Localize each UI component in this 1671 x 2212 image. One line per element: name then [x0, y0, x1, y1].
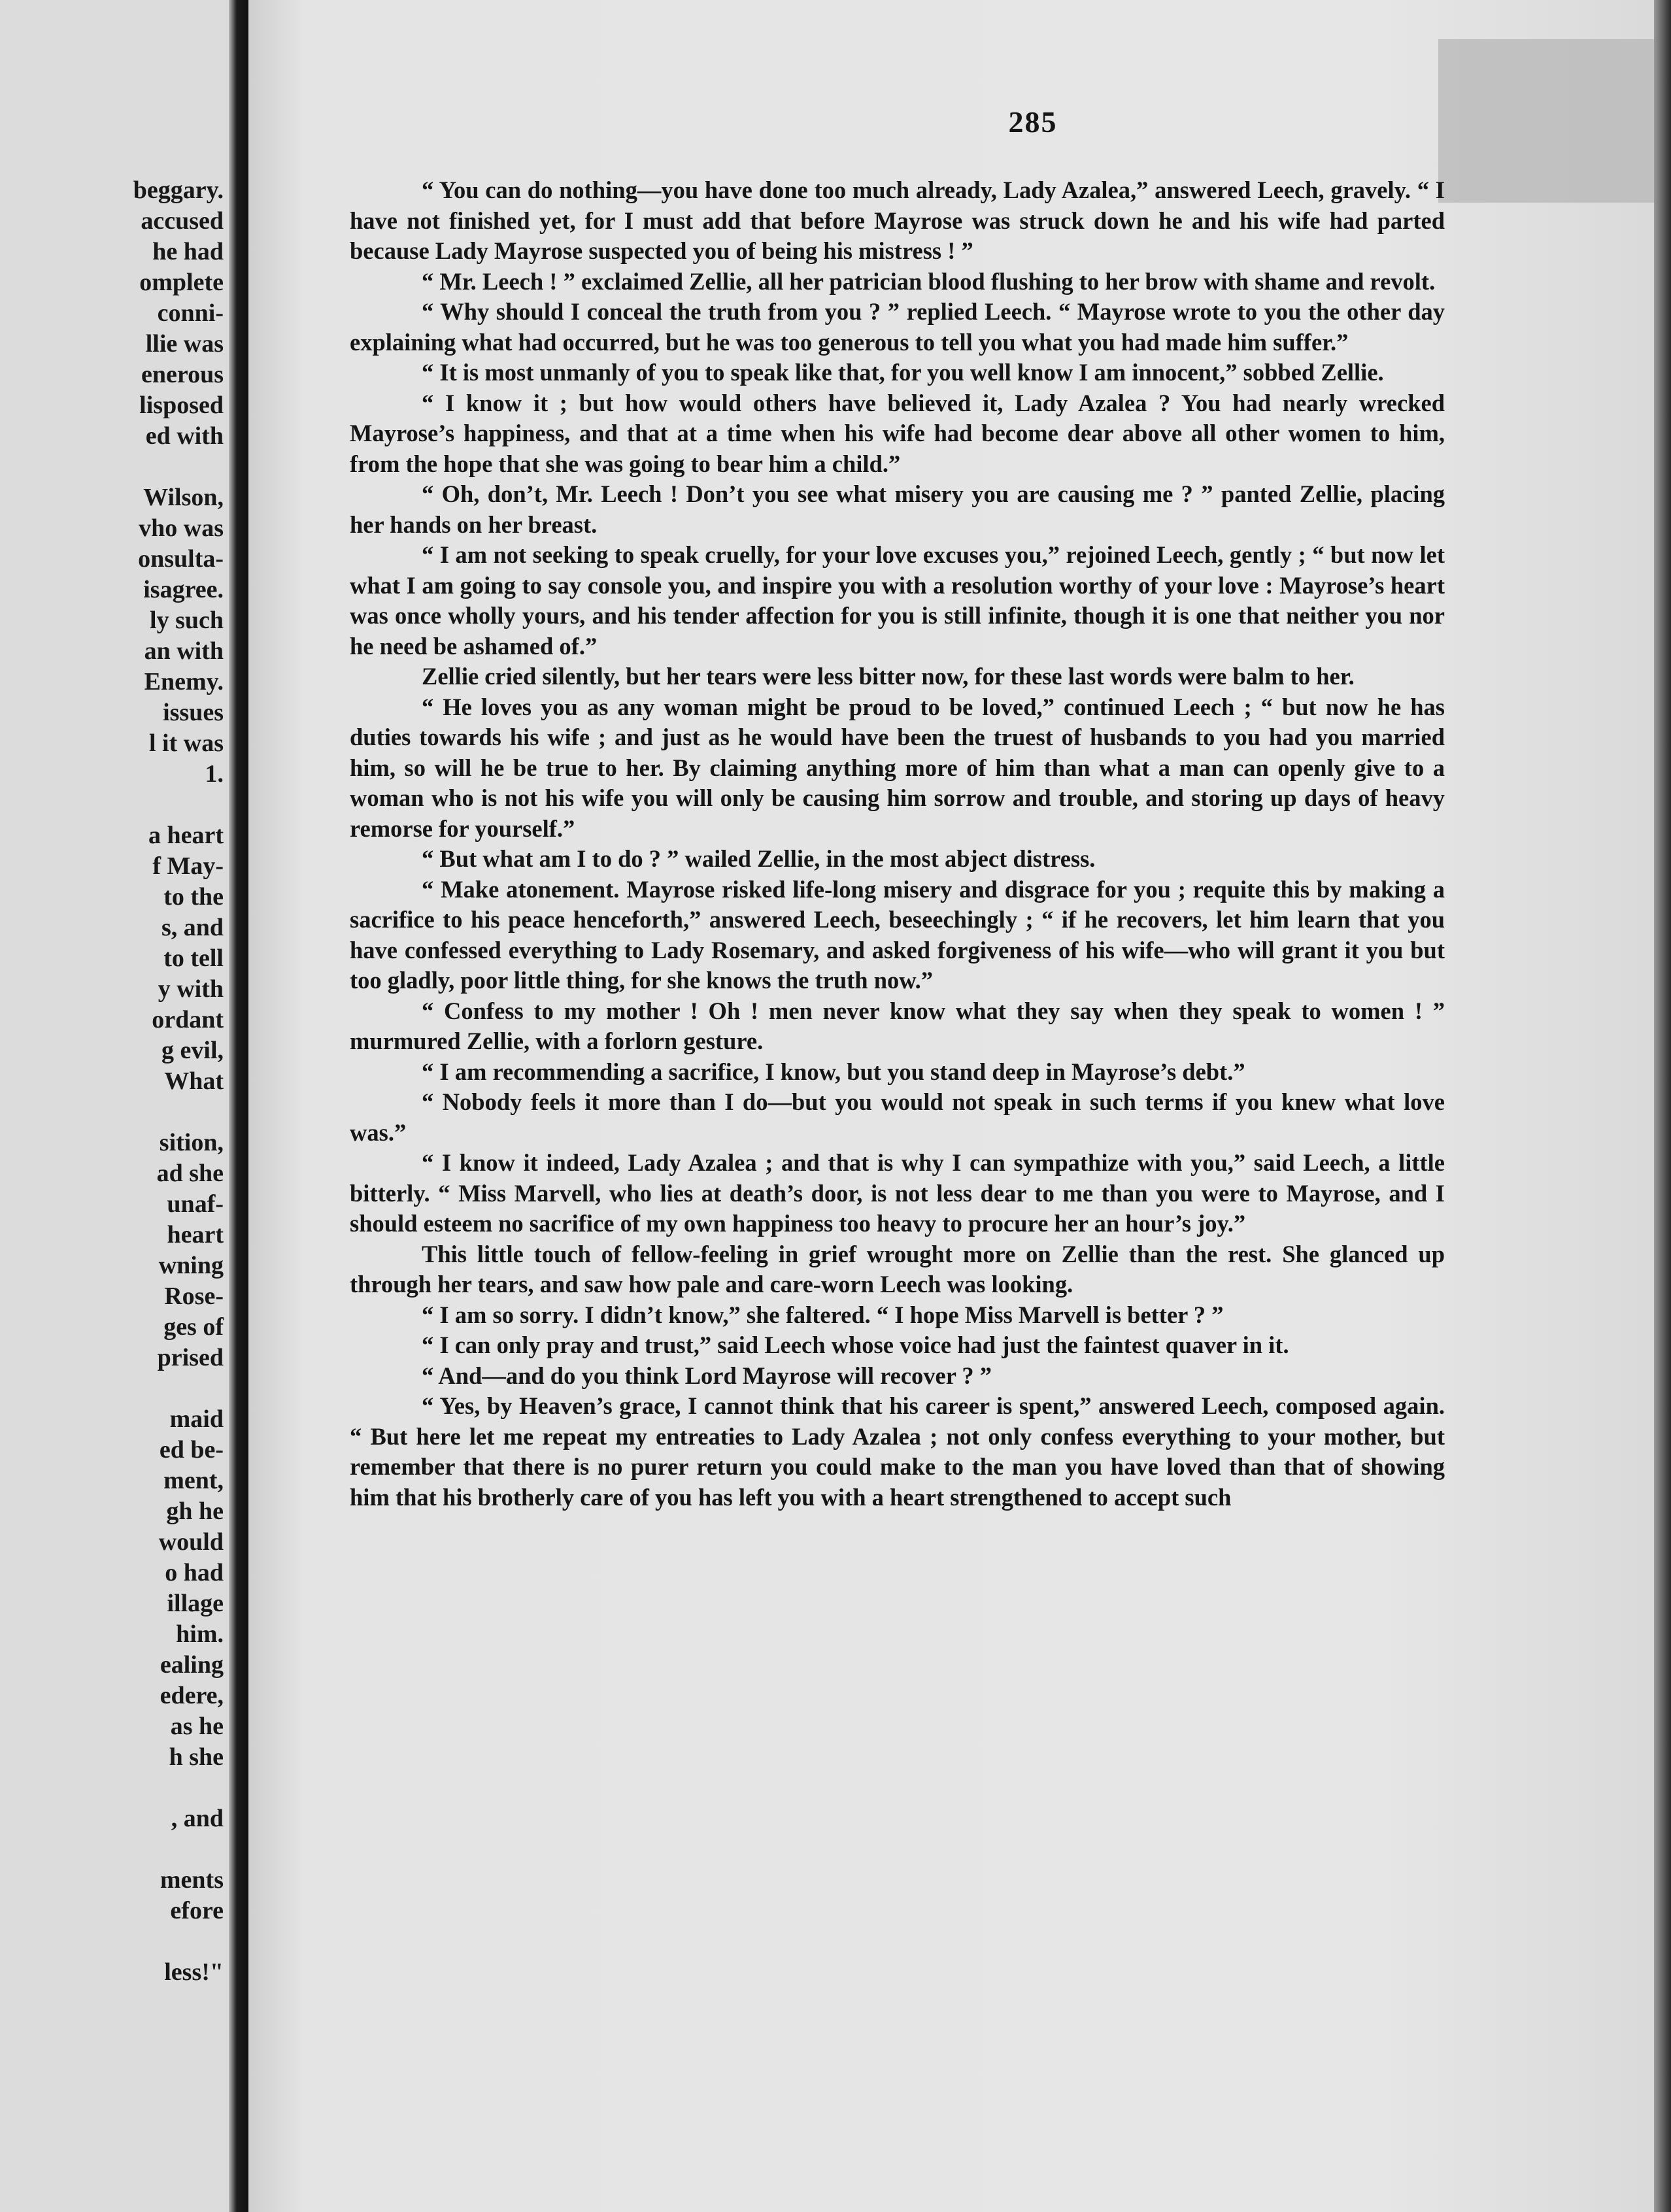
- paragraph: “ I am recommending a sacrifice, I know, but you stand deep in Mayrose’s debt.”: [422, 1058, 1245, 1085]
- left-fragment-line: h she: [169, 1743, 224, 1771]
- left-fragment-line: ed with: [145, 422, 224, 450]
- left-fragment-line: prised: [157, 1344, 224, 1371]
- left-fragment-line: l it was: [149, 729, 224, 757]
- left-fragment-line: [0, 1834, 229, 1865]
- left-fragment-line: sition,: [159, 1129, 224, 1156]
- left-fragment-line: ges of: [163, 1313, 224, 1341]
- left-fragment-line: illage: [167, 1590, 224, 1617]
- paragraph: “ But what am I to do ? ” wailed Zellie, in the most abject distress.: [422, 845, 1096, 872]
- left-fragment-line: [0, 1097, 229, 1128]
- left-fragment-line: [0, 452, 229, 482]
- left-fragment-line: heart: [167, 1221, 224, 1248]
- left-fragment-line: [0, 1773, 229, 1803]
- paragraph: This little touch of fellow-feeling in grief wrought more on Zellie than the rest. She glanced up through her tears, and saw how pale and care-worn Leech was looking.: [350, 1240, 1445, 1298]
- left-fragment-line: accused: [141, 207, 224, 235]
- left-fragment-line: he had: [152, 238, 224, 265]
- paragraph: Zellie cried silently, but her tears were less bitter now, for these last words were balm to her.: [422, 663, 1355, 690]
- left-fragment-line: unaf-: [167, 1190, 224, 1218]
- paragraph: “ I know it ; but how would others have believed it, Lady Azalea ? You had nearly wrecked Mayrose’s happiness, and that at a time when his wife had become dear above all other women to him, from the hope that she was going to bear him a child.”: [350, 389, 1445, 477]
- left-fragment-line: [0, 1373, 229, 1404]
- left-fragment-line: to the: [163, 883, 224, 911]
- paragraph: “ Make atonement. Mayrose risked life-long misery and disgrace for you ; requite this by making a sacrifice to his peace henceforth,” answered Leech, beseechingly ; “ if he recovers, let him learn that you have confessed everything to Lady Rosemary, and asked forgiveness of his wife—who will grant it you but too gladly, poor little thing, for she knows the truth now.”: [350, 875, 1445, 994]
- left-fragment-line: would: [158, 1528, 224, 1556]
- paragraph: “ You can do nothing—you have done too much already, Lady Azalea,” answered Leech, gravely. “ I have not finished yet, for I must add that before Mayrose was struck down he and his wife had parted because Lady Mayrose suspected you of being his mistress ! ”: [350, 176, 1445, 264]
- left-fragment-line: g evil,: [161, 1037, 224, 1064]
- left-fragment-line: ordant: [152, 1006, 224, 1033]
- left-page: [0, 0, 229, 2212]
- left-fragment-line: conni-: [157, 299, 224, 327]
- paragraph: “ I am so sorry. I didn’t know,” she faltered. “ I hope Miss Marvell is better ? ”: [422, 1301, 1224, 1328]
- paragraph: “ Nobody feels it more than I do—but you would not speak in such terms if you knew what love was.”: [350, 1088, 1445, 1146]
- left-fragment-line: ly such: [150, 607, 224, 634]
- left-fragment-line: maid: [169, 1405, 224, 1433]
- left-fragment-line: efore: [170, 1897, 224, 1924]
- paragraph: “ Why should I conceal the truth from you ? ” replied Leech. “ Mayrose wrote to you the other day explaining what had occurred, but he was too generous to tell you what you had made him suffer.”: [350, 298, 1445, 356]
- paragraph: “ I know it indeed, Lady Azalea ; and that is why I can sympathize with you,” said Leech, a little bitterly. “ Miss Marvell, who lies at death’s door, is not less dear to me than you were to Mayrose, and I should esteem no sacrifice of my own happiness too heavy to procure her an hour’s joy.”: [350, 1149, 1445, 1237]
- left-fragment-line: edere,: [160, 1682, 224, 1709]
- left-fragment-line: to tell: [163, 945, 224, 972]
- paragraph: “ He loves you as any woman might be proud to be loved,” continued Leech ; “ but now he has duties towards his wife ; and just as he would have been the truest of husbands to you had you married him, so will he be true to her. By claiming anything more of him than what a man can openly give to a woman who is not his wife you will only be causing him sorrow and trouble, and storing up days of heavy remorse for yourself.”: [350, 693, 1445, 842]
- left-fragment-line: f May-: [152, 852, 224, 880]
- left-fragment-line: llie was: [145, 330, 224, 358]
- left-fragment-line: y with: [158, 975, 224, 1003]
- left-fragment-line: [0, 1926, 229, 1957]
- left-fragment-line: ealing: [160, 1651, 224, 1679]
- left-fragment-line: onsulta-: [138, 545, 224, 573]
- left-fragment-line: s, and: [161, 914, 224, 941]
- left-fragment-line: enerous: [141, 361, 224, 388]
- left-fragment-line: o had: [165, 1559, 224, 1586]
- left-fragment-line: isagree.: [143, 576, 224, 603]
- left-fragment-line: wning: [158, 1252, 224, 1279]
- left-fragment-line: What: [164, 1067, 224, 1095]
- left-fragment-line: vho was: [139, 514, 224, 542]
- left-fragment-line: ed be-: [159, 1436, 224, 1464]
- left-fragment-line: ments: [160, 1866, 224, 1894]
- page-edge: [1654, 0, 1671, 2212]
- right-page: [248, 0, 1654, 2212]
- paragraph: “ Oh, don’t, Mr. Leech ! Don’t you see what misery you are causing me ? ” panted Zellie, placing her hands on her breast.: [350, 480, 1445, 538]
- left-fragment-line: issues: [163, 699, 224, 726]
- paragraph: “ I am not seeking to speak cruelly, for your love excuses you,” rejoined Leech, gently ; “ but now let what I am going to say console you, and inspire you with a resolution worthy of your love : Mayrose’s heart was once wholly yours, and his tender affection for you is still infinite, though it is one that neither you nor he need be ashamed of.”: [350, 541, 1445, 660]
- paragraph: “ Mr. Leech ! ” exclaimed Zellie, all her patrician blood flushing to her brow with shame and revolt.: [422, 267, 1436, 295]
- paragraph: “ Confess to my mother ! Oh ! men never know what they say when they speak to women ! ” murmured Zellie, with a forlorn gesture.: [350, 997, 1445, 1054]
- paragraph: “ Yes, by Heaven’s grace, I cannot think that his career is spent,” answered Leech, composed again. “ But here let me repeat my entreaties to Lady Azalea ; not only confess everything to your mother, but remember that there is no purer return you could make to the man you have loved than that of showing him that his brotherly care of you has left you with a heart strengthened to accept such: [350, 1392, 1445, 1511]
- left-fragment-line: less!": [164, 1958, 224, 1986]
- left-fragment-line: him.: [176, 1620, 224, 1648]
- left-page-text-fragments: [0, 175, 229, 1988]
- left-fragment-line: Enemy.: [144, 668, 224, 695]
- book-gutter: [229, 0, 248, 2212]
- left-fragment-line: gh he: [166, 1498, 224, 1525]
- left-fragment-line: , and: [171, 1805, 224, 1832]
- left-fragment-line: 1.: [205, 760, 224, 788]
- page-number: 285: [1008, 105, 1058, 139]
- paragraph: “ I can only pray and trust,” said Leech whose voice had just the faintest quaver in it.: [422, 1332, 1289, 1358]
- left-fragment-line: an with: [144, 637, 224, 665]
- left-fragment-line: as he: [170, 1713, 224, 1740]
- body-text: [350, 175, 1445, 1513]
- left-fragment-line: [0, 790, 229, 820]
- paragraph: “ And—and do you think Lord Mayrose will recover ? ”: [422, 1362, 992, 1389]
- left-fragment-line: omplete: [139, 269, 224, 296]
- corner-stain: [1438, 39, 1654, 203]
- left-fragment-line: beggary.: [133, 176, 224, 204]
- paragraph: “ It is most unmanly of you to speak like that, for you well know I am innocent,” sobbed Zellie.: [422, 359, 1384, 386]
- left-fragment-line: Rose-: [164, 1282, 224, 1310]
- left-fragment-line: ment,: [163, 1467, 224, 1494]
- left-fragment-line: lisposed: [139, 392, 224, 419]
- left-fragment-line: Wilson,: [143, 484, 224, 511]
- left-fragment-line: ad she: [156, 1160, 224, 1187]
- left-fragment-line: a heart: [148, 822, 224, 849]
